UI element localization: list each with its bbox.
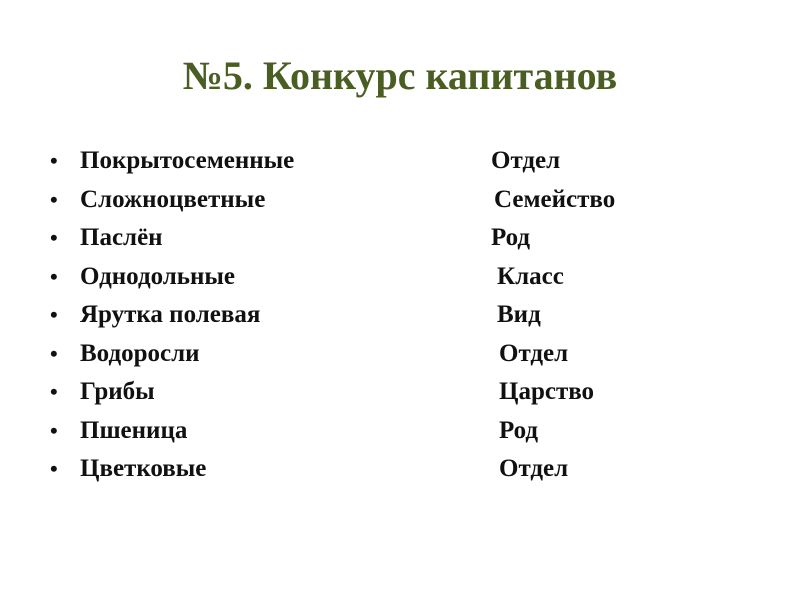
list-item [50,337,750,376]
bullet-icon: • [50,186,58,212]
term-label: Покрытосеменные [80,147,295,174]
bullet-icon: • [50,225,58,250]
list-item [50,414,750,453]
rank-label: Отдел [499,455,569,482]
bullet-icon: • [50,417,58,443]
term-label: Паслён [80,224,163,251]
rank-label: Род [499,416,539,444]
term-label: Грибы [80,378,155,405]
list-item [50,298,750,337]
list-item [50,221,750,260]
bullet-icon: • [50,340,58,366]
bullet-icon: • [50,302,58,327]
list-item [50,183,750,222]
rank-label: Отдел [499,339,569,367]
term-label: Сложноцветные [80,185,266,213]
bullet-icon: • [50,456,58,481]
bullet-icon: • [50,379,58,404]
rank-label: Семейство [494,185,616,213]
slide-title: №5. Конкурс капитанов [182,53,618,98]
list-item [50,452,750,491]
term-label: Пшеница [80,416,188,444]
term-label: Цветковые [80,455,207,482]
rank-label: Род [491,224,531,251]
term-label: Однодольные [80,262,236,290]
term-label: Ярутка полевая [80,301,261,328]
term-rank-list [50,144,750,491]
rank-label: Царство [499,378,595,405]
list-item [50,260,750,299]
rank-label: Отдел [491,147,561,174]
list-item [50,144,750,183]
bullet-icon: • [50,263,58,289]
term-label: Водоросли [80,339,200,367]
rank-label: Класс [497,262,564,290]
rank-label: Вид [497,301,541,328]
bullet-icon: • [50,148,58,173]
list-item [50,375,750,414]
